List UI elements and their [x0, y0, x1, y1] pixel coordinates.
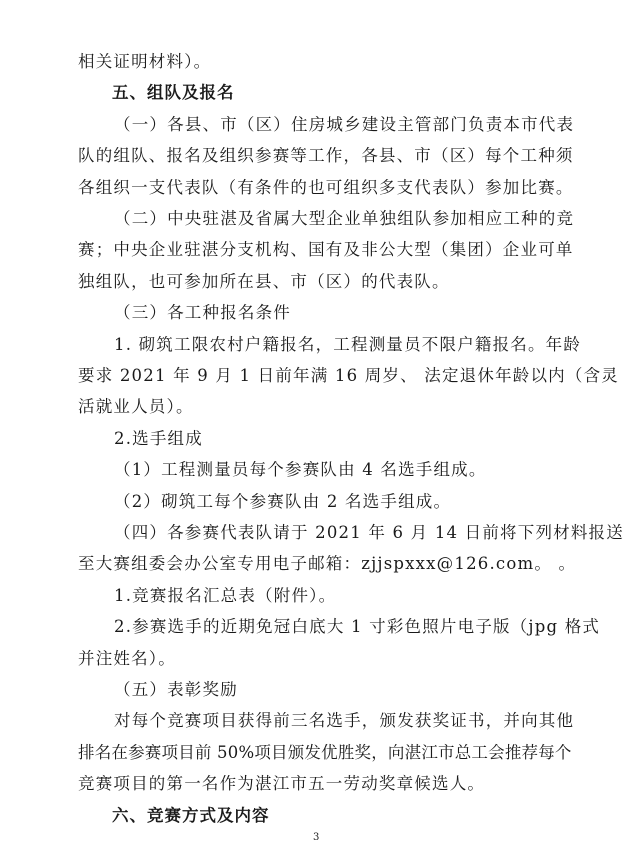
page-number: 3 [313, 832, 320, 843]
paragraph-line: 队的组队、报名及组织参赛等工作，各县、市（区）每个工种须 [78, 146, 574, 166]
paragraph-line: （一）各县、市（区）住房城乡建设主管部门负责本市代表 [114, 114, 575, 134]
paragraph-line: 1.竞赛报名汇总表（附件）。 [114, 585, 337, 605]
paragraph-line: （2）砌筑工每个参赛队由 2 名选手组成。 [114, 491, 452, 511]
paragraph-line: 1. 砌筑工限农村户籍报名，工程测量员不限户籍报名。年龄 [114, 334, 582, 354]
paragraph-line: 排名在参赛项目前 50%项目颁发优胜奖，向湛江市总工会推荐每个 [78, 742, 572, 762]
paragraph-line: 要求 2021 年 9 月 1 日前年满 16 周岁、 法定退休年龄以内（含灵 [78, 366, 619, 385]
paragraph-line: 赛；中央企业驻湛分支机构、国有及非公大型（集团）企业可单 [78, 240, 574, 260]
section-heading: 六、竞赛方式及内容 [112, 805, 270, 825]
paragraph-line: 竞赛项目的第一名作为湛江市五一劳动奖章候选人。 [78, 774, 486, 794]
paragraph-line: 并注姓名）。 [78, 648, 176, 668]
paragraph-line: 各组织一支代表队（有条件的也可组织多支代表队）参加比赛。 [78, 177, 574, 197]
paragraph-line: 对每个竞赛项目获得前三名选手，颁发获奖证书，并向其他 [114, 711, 575, 731]
paragraph-line: 至大赛组委会办公室专用电子邮箱：zjjspxxx@126.com。 。 [78, 554, 577, 574]
paragraph-line: 2.参赛选手的近期免冠白底大 1 寸彩色照片电子版（jpg 格式 [114, 617, 601, 637]
subsection-heading: （三）各工种报名条件 [114, 303, 291, 323]
section-heading: 五、组队及报名 [112, 83, 235, 103]
paragraph-line: 相关证明材料）。 [78, 52, 212, 71]
paragraph-line: 活就业人员）。 [78, 397, 194, 417]
subsection-heading: （五）表彰奖励 [114, 680, 238, 699]
paragraph-line: （二）中央驻湛及省属大型企业单独组队参加相应工种的竞 [114, 209, 575, 228]
paragraph-line: （四）各参赛代表队请于 2021 年 6 月 14 日前将下列材料报送 [114, 523, 624, 542]
paragraph-line: 独组队，也可参加所在县、市（区）的代表队。 [78, 271, 450, 291]
paragraph-line: （1）工程测量员每个参赛队由 4 名选手组成。 [114, 460, 487, 480]
paragraph-line: 2.选手组成 [114, 428, 203, 448]
